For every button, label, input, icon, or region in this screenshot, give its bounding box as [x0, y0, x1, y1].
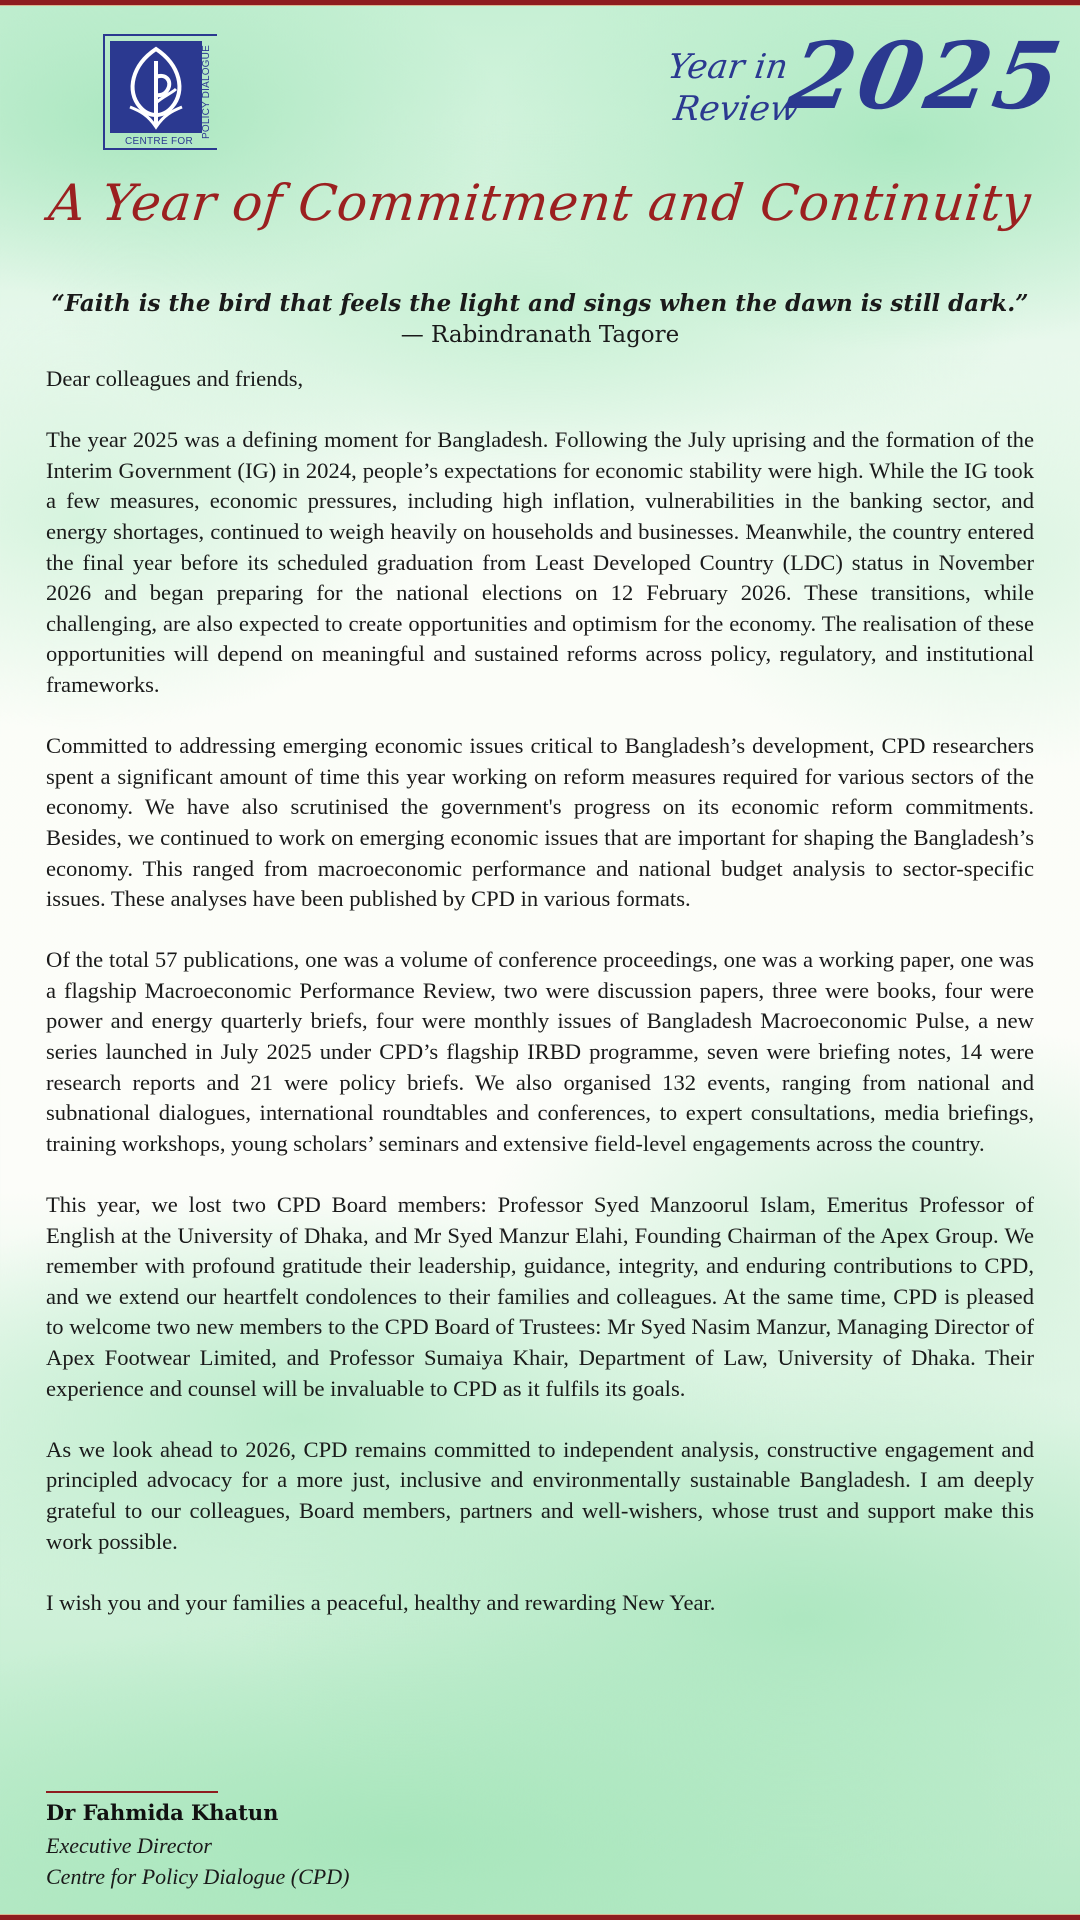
top-border [0, 0, 1080, 5]
quote-text: “Faith is the bird that feels the light and sings when the dawn is still dark.” [51, 290, 1029, 317]
signature-organization: Centre for Policy Dialogue (CPD) [46, 1864, 350, 1889]
letter-paragraph: The year 2025 was a defining moment for Bangladesh. Following the July uprising and the formation of the Interim Government (IG) in 2024, people’s expectations for economic stability were high. While the IG took a few measures, economic pressures, including high inflation, vulnerabilities in the banking sector, and energy shortages, continued to weigh heavily on households and businesses. Meanwhile, the country entered the final year before its scheduled graduation from Least Developed Country (LDC) status in November 2026 and began preparing for the national elections on 12 February 2026. These transitions, while challenging, are also expected to create opportunities and optimism for the economy. The realisation of these opportunities will depend on meaningful and sustained reforms across policy, regulatory, and institutional frameworks. [46, 427, 1034, 697]
signature-divider [46, 1791, 218, 1793]
letter-paragraph: Of the total 57 publications, one was a volume of conference proceedings, one was a working paper, one was a flagship Macroeconomic Performance Review, two were discussion papers, three were books, four were power and energy quarterly briefs, four were monthly issues of Bangladesh Macroeconomic Pulse, a new series launched in July 2025 under CPD’s flagship IRBD programme, seven were briefing notes, 14 were research reports and 21 were policy briefs. We also organised 132 events, ranging from national and subnational dialogues, international roundtables and conferences, to expert consultations, media briefings, training workshops, young scholars’ seminars and extensive field-level engagements across the country. [46, 947, 1034, 1156]
letter-paragraph: Committed to addressing emerging economic issues critical to Bangladesh’s development, CPD researchers spent a significant amount of time this year working on reform measures required for various sectors of the economy. We have also scrutinised the government's progress on its economic reform commitments. Besides, we continued to work on emerging economic issues that are important for shaping the Bangladesh’s economy. This ranged from macroeconomic performance and national budget analysis to sector-specific issues. These analyses have been published by CPD in various formats. [46, 733, 1034, 912]
letter-greeting: Dear colleagues and friends, [46, 366, 304, 391]
signature-name: Dr Fahmida Khatun [46, 1800, 279, 1825]
letter-body [46, 364, 1034, 1649]
badge-year: 2025 [781, 22, 1073, 130]
letter-paragraph: As we look ahead to 2026, CPD remains committed to independent analysis, constructive engagement and principled advocacy for a more just, inclusive and environmentally sustainable Bangladesh. I am deeply grateful to our colleagues, Board members, partners and well-wishers, whose trust and support make this work possible. [46, 1436, 1034, 1554]
bottom-border [0, 1915, 1080, 1920]
letter-closing: I wish you and your families a peaceful, healthy and rewarding New Year. [46, 1589, 716, 1615]
quote-attribution: — Rabindranath Tagore [400, 322, 680, 348]
logo-text-vertical: POLICY DIALOGUE [201, 45, 212, 139]
badge-line1: Year in [665, 47, 791, 87]
letter-paragraph: This year, we lost two CPD Board members: Professor Syed Manzoorul Islam, Emeritus Professor of English at the University of Dhaka, and Mr Syed Manzur Elahi, Founding Chairman of the Apex Group. We remember with profound gratitude their leadership, guidance, integrity, and enduring contributions to CPD, and we extend our heartfelt condolences to their families and colleagues. At the same time, CPD is pleased to welcome two new members to the CPD Board of Trustees: Mr Syed Nasim Manzur, Managing Director of Apex Footwear Limited, and Professor Sumaiya Khair, Department of Law, University of Dhaka. Their experience and counsel will be invaluable to CPD as it fulfils its goals. [46, 1192, 1034, 1401]
logo-text-horizontal: CENTRE FOR [125, 136, 193, 147]
cpd-leaf-logo-icon [110, 41, 202, 133]
badge-line2: Review [671, 89, 802, 129]
cpd-logo [103, 34, 218, 150]
page-title: A Year of Commitment and Continuity [46, 174, 1034, 232]
signature-role: Executive Director [46, 1833, 212, 1858]
year-in-review-badge [665, 22, 1073, 145]
